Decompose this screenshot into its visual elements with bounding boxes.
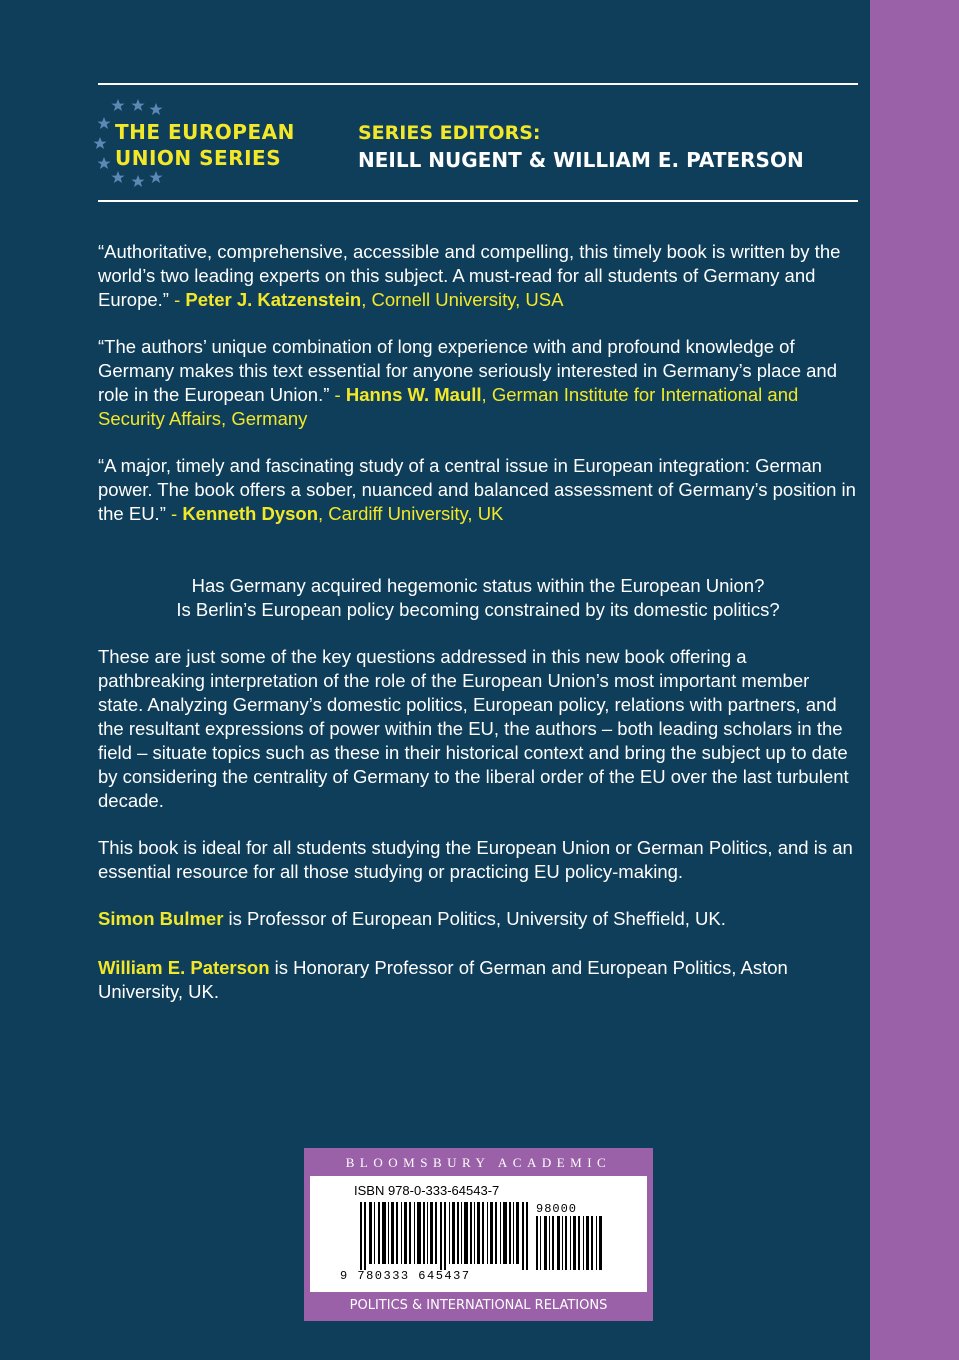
quote-author: Peter J. Katzenstein — [185, 289, 362, 310]
star-icon — [149, 171, 162, 183]
bottom-divider — [98, 200, 858, 202]
quote-separator: - — [165, 503, 183, 524]
author-name: William E. Paterson — [98, 957, 270, 978]
description-text: This book is ideal for all students studying the European Union or German Politics, and is an essential resource for all those studying or practicing EU policy-making. — [98, 837, 853, 882]
key-question: Is Berlin’s European policy becoming constrained by its domestic politics? — [176, 599, 780, 620]
ean-digits: 9 780333 645437 — [340, 1269, 471, 1283]
quote-text: “A major, timely and fascinating study of a central issue in European integration: German power. The book offers a sober, nuanced and balanced assessment of Germany’s position in the EU.” — [98, 455, 856, 524]
spine-strip — [870, 0, 959, 1360]
quote-affiliation: , Cornell University, USA — [361, 289, 564, 310]
quote-affiliation: , German Institute for International and Security Affairs, Germany — [98, 384, 799, 429]
key-questions — [98, 574, 858, 622]
top-divider — [98, 83, 858, 85]
barcode-box — [304, 1148, 653, 1321]
endorsement-quote — [98, 240, 858, 312]
isbn-text: ISBN 978-0-333-64543-7 — [354, 1183, 500, 1198]
description-text: These are just some of the key questions addressed in this new book offering a pathbreaking interpretation of the role of the European Union’s most important member state. Analyzing Germany’s domestic politics, European policy, relations with partners, and the resultant expressions of power within the EU, the authors – both leading scholars in the field – situate topics such as these in their historical context and bring the subject up to date by considering the centrality of Germany to the liberal order of the EU over the last turbulent decade. — [98, 646, 849, 811]
barcode-panel — [310, 1176, 647, 1292]
quote-text: “Authoritative, comprehensive, accessible and compelling, this timely book is written by the world’s two leading experts on this subject. A must-read for all students of Germany and Europe.” — [98, 241, 841, 310]
addon-barcode-icon — [536, 1216, 604, 1270]
star-icon — [111, 171, 124, 183]
author-bio — [98, 956, 858, 1004]
subject-category: POLITICS & INTERNATIONAL RELATIONS — [349, 1298, 608, 1313]
author-bio — [98, 907, 858, 931]
quote-separator: - — [329, 384, 346, 405]
star-icon — [97, 117, 110, 129]
author-bio-text: is Professor of European Politics, University of Sheffield, UK. — [223, 908, 726, 929]
endorsement-quote — [98, 335, 858, 431]
series-editors-label: SERIES EDITORS: — [358, 122, 541, 144]
star-icon — [131, 175, 144, 187]
star-icon — [111, 99, 124, 111]
star-icon — [93, 137, 106, 149]
series-title-line1: THE EUROPEAN — [115, 120, 295, 144]
quote-author: Kenneth Dyson — [182, 503, 318, 524]
author-bio-text: is Honorary Professor of German and European Politics, Aston University, UK. — [98, 957, 788, 1002]
quote-text: “The authors’ unique combination of long experience with and profound knowledge of Germany makes this text essential for anyone seriously interested in Germany’s place and role in the European Union.” — [98, 336, 837, 405]
star-icon — [131, 99, 144, 111]
description-paragraph — [98, 836, 858, 884]
ean-barcode-icon — [360, 1202, 530, 1270]
series-logo — [92, 97, 302, 192]
quote-author: Hanns W. Maull — [345, 384, 482, 405]
price-code: 98000 — [536, 1202, 578, 1216]
series-title — [115, 119, 295, 171]
key-question: Has Germany acquired hegemonic status within the European Union? — [191, 575, 765, 596]
author-name: Simon Bulmer — [98, 908, 224, 929]
series-title-line2: UNION SERIES — [115, 146, 282, 170]
quote-separator: - — [168, 289, 186, 310]
star-icon — [97, 157, 110, 169]
series-editors — [358, 121, 804, 174]
star-icon — [149, 103, 162, 115]
endorsement-quote — [98, 454, 858, 526]
publisher-name: BLOOMSBURY ACADEMIC — [345, 1155, 612, 1170]
series-editors-names: NEILL NUGENT & WILLIAM E. PATERSON — [358, 148, 804, 172]
description-paragraph — [98, 645, 858, 813]
quote-affiliation: , Cardiff University, UK — [318, 503, 504, 524]
